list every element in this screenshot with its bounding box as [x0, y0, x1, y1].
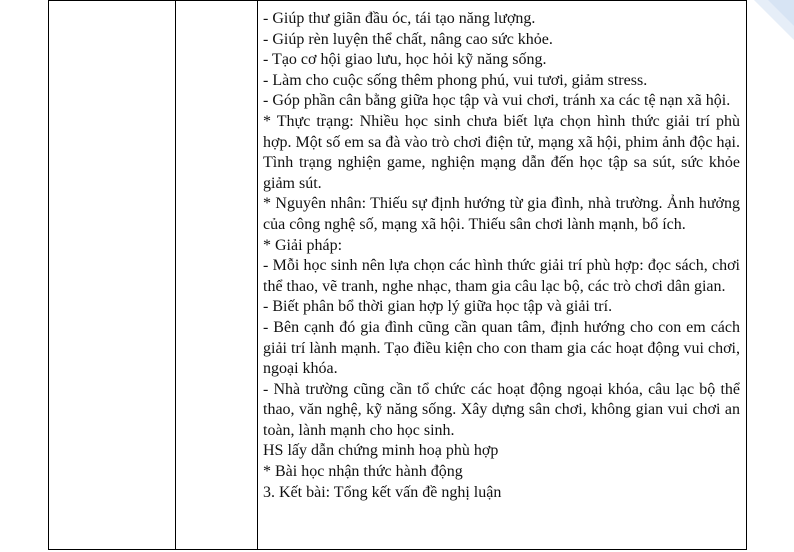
- evidence-line: HS lấy dẫn chứng minh hoạ phù hợp: [263, 442, 499, 460]
- benefit-social-line: - Tạo cơ hội giao lưu, học hỏi kỹ năng sống.: [263, 51, 547, 69]
- solution-student-paragraph: - Mỗi học sinh nên lựa chọn các hình thức giải trí phù hợp: đọc sách, chơi thể thao, vẽ tranh, nghe nhạc, tham gia câu lạc bộ, các trò chơi dân gian.: [263, 257, 740, 295]
- solutions-heading: * Giải pháp:: [263, 236, 343, 254]
- conclusion-line: 3. Kết bài: Tổng kết vấn đề nghị luận: [263, 483, 502, 501]
- table-cell-points: [176, 1, 258, 550]
- benefit-relax-line: - Giúp thư giãn đầu óc, tái tạo năng lượng.: [263, 10, 536, 27]
- table-cell-content: [258, 1, 747, 550]
- benefit-health-line: - Giúp rèn luyện thể chất, nâng cao sức khỏe.: [263, 30, 553, 48]
- benefit-life-line: - Làm cho cuộc sống thêm phong phú, vui tươi, giảm stress.: [263, 71, 648, 89]
- benefit-balance-line: - Góp phần cân bằng giữa học tập và vui chơi, tránh xa các tệ nạn xã hội.: [263, 92, 731, 110]
- solution-family-paragraph: - Bên cạnh đó gia đình cũng cần quan tâm, định hướng cho con em cách giải trí lành mạnh. Tạo điều kiện cho con tham gia các hoạt động vui chơi, ngoại khóa.: [263, 318, 740, 378]
- content-table: [48, 0, 747, 550]
- solution-school-paragraph: - Nhà trường cũng cần tổ chức các hoạt động ngoại khóa, câu lạc bộ thể thao, văn nghệ, kỹ năng sống. Xây dựng sân chơi, không gian vui chơi an toàn, lành mạnh cho học sinh.: [263, 380, 740, 439]
- solution-time-line: - Biết phân bổ thời gian hợp lý giữa học tập và giải trí.: [263, 298, 613, 316]
- causes-paragraph: * Nguyên nhân: Thiếu sự định hướng từ gia đình, nhà trường. Ảnh hưởng của công nghệ số, mạng xã hội. Thiếu sân chơi lành mạnh, bổ ích.: [263, 195, 740, 233]
- lesson-line: * Bài học nhận thức hành động: [263, 463, 463, 481]
- table-cell-section: [49, 1, 176, 550]
- current-situation-paragraph: * Thực trạng: Nhiều học sinh chưa biết lựa chọn hình thức giải trí phù hợp. Một số em sa đà vào trò chơi điện tử, mạng xã hội, phim ảnh độc hại. Tình trạng nghiện game, nghiện mạng dẫn đến học tập sa sút, sức khỏe giảm sút.: [263, 112, 740, 192]
- table-row: [49, 1, 747, 550]
- content-body: [258, 1, 746, 503]
